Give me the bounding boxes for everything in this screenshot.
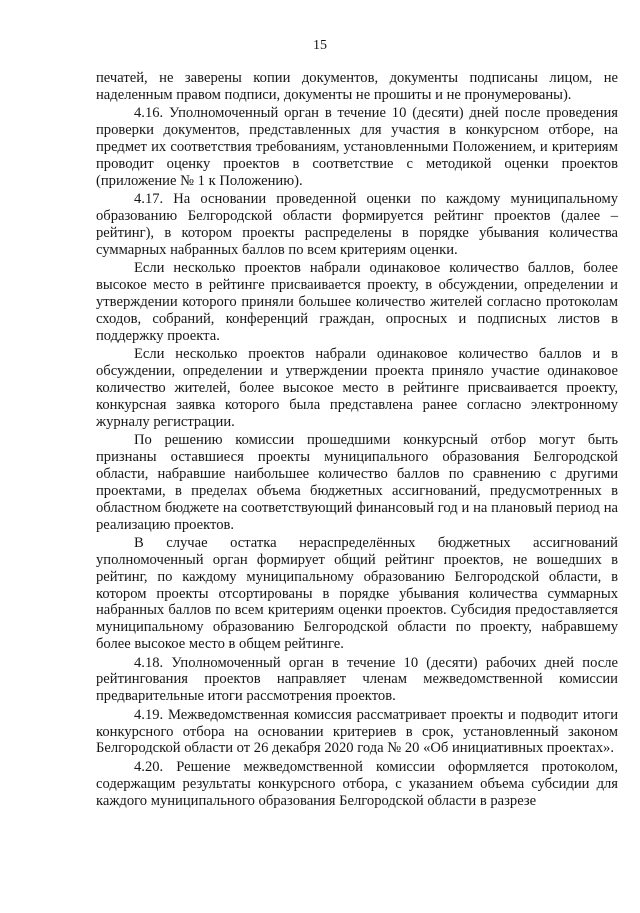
paragraph-continuation: печатей, не заверены копии документов, документы подписаны лицом, не наделенным правом подписи, документы не прошиты и не пронумерованы). <box>96 70 618 103</box>
paragraph-4-20: 4.20. Решение межведомственной комиссии оформляется протоколом, содержащим результаты конкурсного отбора, с указанием объема субсидии для каждого муниципального образования Белгородской области в разрезе <box>96 758 618 809</box>
document-body <box>96 70 618 811</box>
paragraph-4-19: 4.19. Межведомственная комиссия рассматривает проекты и подводит итоги конкурсного отбора на основании критериев в срок, установленный законом Белгородской области от 26 декабря 2020 года № 20 «Об инициативных проектах». <box>96 706 618 757</box>
paragraph-4-17: 4.17. На основании проведенной оценки по каждому муниципальному образованию Белгородской области формируется рейтинг проектов (далее – рейтинг), в котором проекты распределены в порядке убывания количества суммарных набранных баллов по всем критериям оценки. <box>96 191 618 258</box>
paragraph-tie-by-registration: Если несколько проектов набрали одинаковое количество баллов и в обсуждении, определении и утверждении проекта приняло участие одинаковое количество жителей, более высокое место в рейтинге присваивается проекту, конкурсная заявка которого была представлена ранее согласно электронному журналу регистрации. <box>96 346 618 430</box>
paragraph-4-16: 4.16. Уполномоченный орган в течение 10 (десяти) дней после проведения проверки документов, представленных для участия в конкурсном отборе, на предмет их соответствия требованиям, установленными Положением, и критериям проводит оценку проектов в соответствие с методикой оценки проектов (приложение № 1 к Положению). <box>96 105 618 189</box>
paragraph-tie-by-residents: Если несколько проектов набрали одинаковое количество баллов, более высокое место в рейтинге присваивается проекту, в обсуждении, определении и утверждении которого приняли большее количество жителей согласно протоколам сходов, собраний, конференций граждан, опросных и подписных листов в поддержку проекта. <box>96 260 618 344</box>
paragraph-commission-decision: По решению комиссии прошедшими конкурсный отбор могут быть признаны оставшиеся проекты муниципального образования Белгородской области, набравшие наибольшее количество баллов по сравнению с другими проектами, в пределах объема бюджетных ассигнований, предусмотренных в областном бюджете на соответствующий финансовый год и на плановый период на реализацию проектов. <box>96 431 618 533</box>
paragraph-unallocated-funds: В случае остатка нераспределённых бюджетных ассигнований уполномоченный орган формирует общий рейтинг проектов, не вошедших в рейтинг, по каждому муниципальному образованию Белгородской области, в котором проекты отсортированы в порядке убывания количества суммарных набранных баллов по всем критериям оценки проектов. Субсидия предоставляется муниципальному образованию Белгородской области по проекту, набравшему более высокое место в общем рейтинге. <box>96 534 618 653</box>
page-number: 15 <box>313 38 327 53</box>
paragraph-4-18: 4.18. Уполномоченный орган в течение 10 (десяти) рабочих дней после рейтингования проектов направляет членам межведомственной комиссии предварительные итоги рассмотрения проектов. <box>96 654 618 705</box>
